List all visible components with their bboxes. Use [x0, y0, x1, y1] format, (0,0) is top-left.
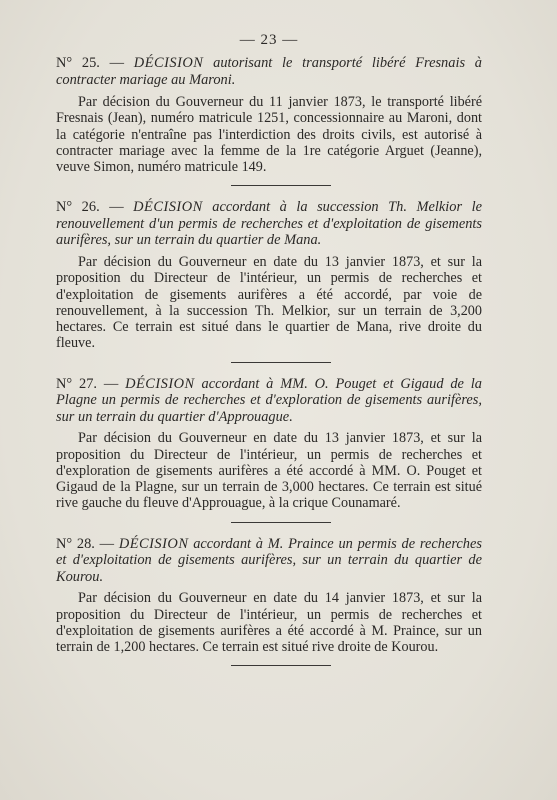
entry-heading [56, 376, 482, 426]
separator-rule [231, 362, 331, 363]
separator-rule [231, 522, 331, 523]
decision-entry-26 [56, 199, 482, 351]
separator-rule [231, 665, 331, 666]
entry-heading [56, 55, 482, 88]
entry-title: DÉCISION [125, 375, 195, 392]
entry-heading-text: accordant à M. Praince un permis de recherches et d'exploitation de gisements aurifères, sur un terrain du quartier de Kourou. [56, 535, 482, 585]
entry-title: DÉCISION [118, 535, 189, 552]
entry-body [56, 590, 482, 655]
page-number: — 23 — [239, 32, 299, 48]
entry-title: DÉCISION [133, 55, 204, 71]
entry-heading-text: accordant à la succession Th. Melkior le renouvellement d'un permis de recherches et d'exploitation de gisements aurifères, sur un terrain du quartier de Mana. [56, 199, 482, 249]
entry-heading-text: autorisant le transporté libéré Fresnais à contracter mariage au Maroni. [56, 55, 482, 88]
entry-number: N° 25. — [56, 55, 125, 71]
entry-body-text: Par décision du Gouverneur en date du 13 janvier 1873, et sur la proposition du Directeur de l'intérieur, un permis de recherches et d'exploitation de gisements aurifères a été accordé, par voie de renouvellement, à la succession Th. Melkior, sur un terrain de 3,200 hectares. Ce terrain est situé dans le quartier de Mana, rive droite du fleuve. [56, 253, 482, 352]
entry-body [56, 430, 482, 511]
entry-heading [56, 536, 482, 586]
entry-body-text: Par décision du Gouverneur en date du 13 janvier 1873, et sur la proposition du Directeur de l'intérieur, un permis de recherches et d'exploration de gisements aurifères a été accordé à MM. O. Pouget et Gigaud de la Plagne, sur un terrain de 3,000 hectares. Ce terrain est situé rive gauche du fleuve d'Approuague, à la crique Counamaré. [56, 430, 482, 512]
entry-heading [56, 199, 482, 249]
decision-entry-25 [56, 55, 482, 175]
entry-title: DÉCISION [133, 199, 203, 216]
entry-number: N° 26. — [56, 199, 124, 216]
separator-rule [231, 185, 331, 186]
decision-entry-28 [56, 536, 482, 656]
entry-number: N° 28. — [56, 535, 115, 552]
decision-entry-27 [56, 376, 482, 512]
entry-body-text: Par décision du Gouverneur du 11 janvier 1873, le transporté libéré Fresnais (Jean), numéro matricule 1251, concessionnaire au Maroni, dont la catégorie n'entraîne pas l'interdiction des droits civils, est autorisé à contracter mariage avec la femme de la 1re catégorie Arguet (Jeanne), veuve Simon, numéro matricule 149. [56, 94, 482, 176]
entry-body [56, 94, 482, 175]
entry-body [56, 254, 482, 352]
entry-number: N° 27. — [56, 375, 119, 392]
entry-body-text: Par décision du Gouverneur en date du 14 janvier 1873, et sur la proposition du Directeur de l'intérieur, un permis de recherches et d'exploitation de gisements aurifères a été accordé à M. Praince, sur un terrain de 1,200 hectares. Ce terrain est situé rive droite de Kourou. [56, 590, 482, 656]
entry-heading-text: accordant à MM. O. Pouget et Gigaud de la Plagne un permis de recherches et d'exploration de gisements aurifères, sur un terrain du quartier d'Approuague. [56, 375, 482, 425]
